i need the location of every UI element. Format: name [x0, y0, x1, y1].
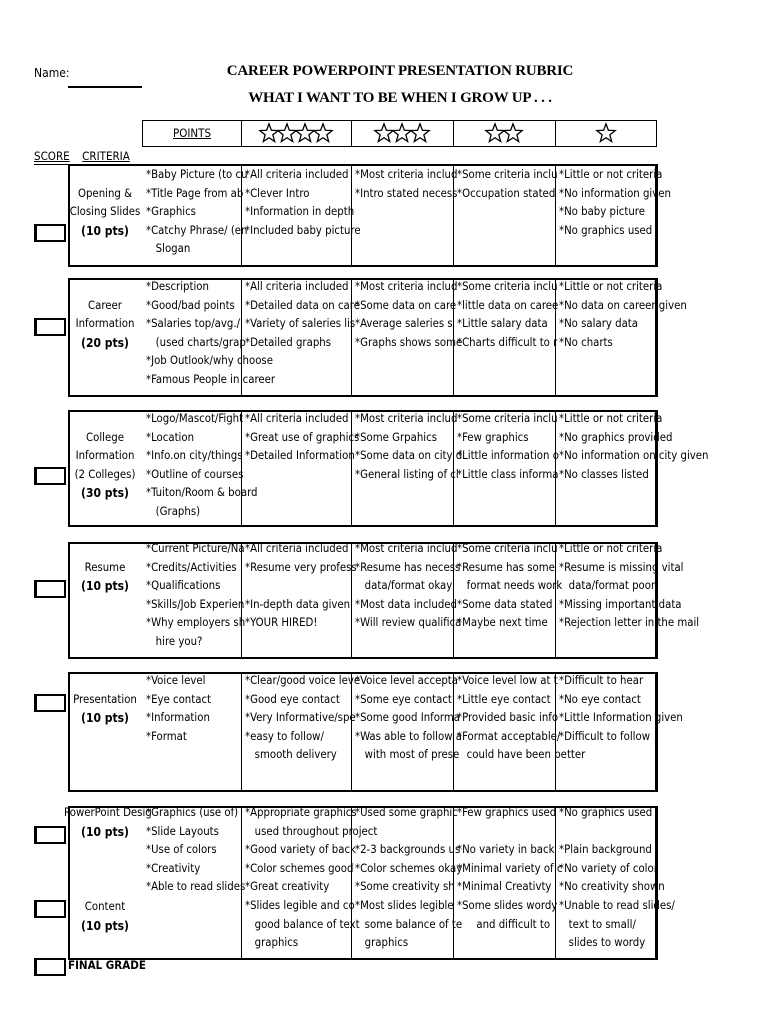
- cell-line: graphics: [355, 936, 409, 950]
- score-box[interactable]: [34, 224, 66, 242]
- cell-line: *Information: [146, 711, 210, 725]
- cell-line: and difficult to: [457, 917, 551, 931]
- grid-hline: [142, 120, 657, 121]
- cell-line: *Graphs shows some: [355, 335, 463, 349]
- three-star-descriptor: [355, 278, 463, 352]
- cell-line: *Maybe next time: [457, 616, 548, 630]
- cell-line: *Some eye contact: [355, 692, 452, 706]
- grid-hline: [68, 790, 657, 792]
- cell-line: *No variety in back: [457, 843, 555, 857]
- grid-vline: [656, 120, 657, 147]
- cell-line: *Eye contact: [146, 692, 212, 706]
- cell-line: *Some criteria inclu: [457, 542, 558, 555]
- cell-line: *Used some graphic: [355, 806, 458, 819]
- cell-line: *Most criteria includ: [355, 412, 458, 425]
- two-star-descriptor: [457, 410, 559, 484]
- cell-line: *2-3 backgrounds us: [355, 843, 461, 857]
- cell-line: *Color schemes okay: [355, 861, 463, 875]
- criteria-name-line: PowerPoint Desig: [64, 806, 152, 819]
- cell-line: *Great creativity: [245, 880, 330, 894]
- cell-line: *Most criteria includ: [355, 280, 458, 293]
- cell-line: *Included baby picture: [245, 223, 361, 237]
- cell-line: *Detailed Information: [245, 449, 355, 463]
- three-star-descriptor: [355, 672, 462, 765]
- cell-line: *No graphics used: [559, 223, 653, 237]
- cell-line: *Difficult to follow: [559, 729, 651, 743]
- criteria-name: [64, 297, 146, 353]
- cell-line: [355, 823, 454, 842]
- criteria-points: (10 pts): [81, 918, 129, 933]
- cell-line: *Most criteria includ: [355, 542, 458, 555]
- criteria-name-line: Content: [84, 900, 126, 913]
- criteria-name: [64, 804, 152, 841]
- three-star-header: [352, 120, 452, 146]
- cell-line: *Format: [146, 729, 187, 743]
- cell-line: *Qualifications: [146, 579, 221, 593]
- star-icon: [312, 122, 334, 144]
- cell-line: *Voice level accepta: [355, 674, 458, 687]
- score-box[interactable]: [34, 580, 66, 598]
- cell-line: *Salaries top/avg./: [146, 317, 241, 331]
- cell-line: *easy to follow/: [245, 729, 324, 743]
- cell-line: *Resume very profess: [245, 560, 357, 574]
- cell-line: *Little or not criteria: [559, 412, 663, 425]
- cell-line: *Graphics (use of): [146, 806, 239, 819]
- cell-line: format needs work: [457, 579, 563, 593]
- two-star-descriptor: [457, 166, 556, 203]
- four-star-descriptor: [245, 672, 361, 765]
- three-star-descriptor: [355, 804, 463, 953]
- criteria-points: (30 pts): [81, 486, 129, 501]
- criteria-points: (10 pts): [81, 711, 129, 726]
- criteria-name: [64, 898, 146, 935]
- criteria-name-line: Presentation: [73, 692, 137, 706]
- cell-line: *Use of colors: [146, 843, 217, 857]
- cell-line: *Outline of courses: [146, 467, 244, 481]
- cell-line: *Rejection letter in the mail: [559, 616, 700, 630]
- criteria-name-line: (2 Colleges): [74, 467, 136, 481]
- points-description: [146, 166, 248, 259]
- cell-line: *Resume has necess: [355, 560, 461, 574]
- four-star-descriptor: [245, 804, 378, 953]
- cell-line: [457, 823, 556, 842]
- name-blank-line[interactable]: [68, 86, 142, 88]
- cell-line: *No eye contact: [559, 692, 641, 706]
- cell-line: *Able to read slides: [146, 880, 246, 894]
- cell-line: *Resume has some: [457, 560, 555, 574]
- criteria-name-line: Information: [75, 317, 135, 331]
- two-star-descriptor: [457, 278, 559, 352]
- cell-line: *Good eye contact: [245, 692, 340, 706]
- cell-line: *Most slides legible: [355, 898, 454, 912]
- cell-line: *Provided basic info: [457, 711, 559, 725]
- cell-line: *Credits/Activities: [146, 560, 237, 574]
- cell-line: [245, 577, 352, 596]
- cell-line: *Minimal Creativty: [457, 880, 552, 894]
- cell-line: *Plain background: [559, 843, 652, 857]
- cell-line: *Detailed data on care: [245, 298, 360, 312]
- final-grade-label: FINAL GRADE: [68, 958, 146, 972]
- cell-line: [559, 823, 699, 842]
- four-star-descriptor: [245, 540, 357, 633]
- grid-hline: [142, 146, 657, 147]
- cell-line: used throughout project: [245, 824, 378, 838]
- cell-line: *Intro stated necess: [355, 186, 458, 200]
- grid-hline: [68, 395, 657, 397]
- cell-line: text to small/: [559, 917, 636, 931]
- cell-line: *Some criteria inclu: [457, 412, 558, 425]
- points-description: [146, 672, 242, 746]
- cell-line: *Slide Layouts: [146, 824, 219, 838]
- star-icon: [502, 122, 524, 144]
- cell-line: *Color schemes good: [245, 861, 354, 875]
- cell-line: *No graphics used: [559, 806, 653, 819]
- cell-line: good balance of text: [245, 917, 360, 931]
- cell-line: *All criteria included: [245, 168, 349, 181]
- grid-vline: [142, 120, 143, 147]
- cell-line: *Most criteria includ: [355, 168, 458, 181]
- cell-line: *Voice level low at t: [457, 674, 558, 687]
- cell-line: *Some data on care: [355, 298, 457, 312]
- criteria-points: (10 pts): [81, 223, 129, 238]
- cell-line: *No data on career given: [559, 298, 687, 312]
- cell-line: *Voice level: [146, 674, 206, 687]
- cell-line: *Detailed graphs: [245, 335, 332, 349]
- grid-hline: [68, 525, 657, 527]
- grid-vline: [453, 120, 454, 147]
- criteria-name-line: College: [86, 430, 124, 444]
- cell-line: *Tuiton/Room & board: [146, 486, 258, 500]
- rubric-subtitle: WHAT I WANT TO BE WHEN I GROW UP . . .: [248, 90, 552, 106]
- cell-line: *Description: [146, 280, 209, 293]
- three-star-descriptor: [355, 166, 458, 203]
- one-star-descriptor: [559, 166, 699, 240]
- four-star-descriptor: [245, 166, 361, 240]
- cell-line: with most of prese: [355, 748, 460, 762]
- cell-line: *Graphics: [146, 205, 196, 219]
- cell-line: *No variety of color: [559, 861, 658, 875]
- four-star-header: [242, 120, 350, 146]
- cell-line: *All criteria included: [245, 412, 349, 425]
- cell-line: *Clever Intro: [245, 186, 310, 200]
- grid-hline: [68, 657, 657, 659]
- cell-line: *Information in depth: [245, 205, 355, 219]
- cell-line: *Some creativity sh: [355, 880, 455, 894]
- grid-vline: [555, 120, 556, 147]
- cell-line: *Good/bad points: [146, 298, 235, 312]
- cell-line: *Average saleries s: [355, 317, 453, 331]
- cell-line: *No graphics provided: [559, 430, 673, 444]
- cell-line: *Most data included: [355, 597, 457, 611]
- criteria-points: (20 pts): [81, 335, 129, 350]
- cell-line: *Catchy Phrase/ (en: [146, 223, 248, 237]
- cell-line: *Format acceptable/: [457, 729, 561, 743]
- cell-line: *Little or not criteria: [559, 542, 663, 555]
- cell-line: *YOUR HIRED!: [245, 616, 318, 630]
- cell-line: (Graphs): [146, 504, 201, 518]
- points-description: [146, 278, 276, 390]
- cell-line: *Unable to read slides/: [559, 898, 675, 912]
- star-icon: [595, 122, 617, 144]
- criteria-name-line: Resume: [84, 560, 126, 574]
- score-box[interactable]: [34, 826, 66, 844]
- cell-line: *Appropriate graphics: [245, 806, 357, 819]
- cell-line: *Was able to follow a: [355, 729, 462, 743]
- cell-line: *Missing important data: [559, 597, 682, 611]
- cell-line: *All criteria included: [245, 280, 349, 293]
- cell-line: *Occupation stated: [457, 186, 556, 200]
- three-star-descriptor: [355, 410, 463, 484]
- cell-line: smooth delivery: [245, 748, 337, 762]
- two-star-descriptor: [457, 672, 586, 765]
- cell-line: *General listing of cl: [355, 467, 459, 481]
- cell-line: slides to wordy: [559, 936, 646, 950]
- criteria-name-line: Opening &: [77, 186, 133, 200]
- rubric-title: CAREER POWERPOINT PRESENTATION RUBRIC: [226, 63, 574, 79]
- three-star-descriptor: [355, 540, 462, 633]
- four-star-descriptor: [245, 278, 360, 352]
- cell-line: *No salary data: [559, 317, 639, 331]
- cell-line: *Why employers sh: [146, 616, 246, 630]
- cell-line: *Difficult to hear: [559, 674, 644, 687]
- star-icon: [409, 122, 431, 144]
- one-star-header: [556, 120, 656, 146]
- score-box[interactable]: [34, 694, 66, 712]
- criteria-name-line: Information: [75, 449, 135, 463]
- points-description: [146, 540, 246, 652]
- cell-line: *Clear/good voice leve: [245, 674, 361, 687]
- cell-line: Slogan: [146, 242, 191, 256]
- two-star-header: [454, 120, 554, 146]
- cell-line: *Info.on city/things: [146, 449, 243, 463]
- cell-line: *Good variety of back: [245, 843, 356, 857]
- cell-line: *Current Picture/Na: [146, 542, 245, 555]
- cell-line: *Charts difficult to r: [457, 335, 558, 349]
- final-grade-box[interactable]: [34, 958, 66, 976]
- cell-line: *Logo/Mascot/Fight: [146, 412, 244, 425]
- cell-line: *Some data stated: [457, 597, 553, 611]
- cell-line: *Will review qualifica: [355, 616, 462, 630]
- cell-line: *No creativity shown: [559, 880, 665, 894]
- cell-line: *Some data on city d: [355, 449, 463, 463]
- criteria-name: [64, 185, 146, 241]
- points-description: [146, 410, 258, 522]
- cell-line: *Few graphics: [457, 430, 529, 444]
- cell-line: *Little class informa: [457, 467, 559, 481]
- cell-line: graphics: [245, 936, 299, 950]
- one-star-descriptor: [559, 278, 699, 352]
- cell-line: *Baby Picture (to cu: [146, 168, 248, 181]
- cell-line: *Little salary data: [457, 317, 548, 331]
- score-box[interactable]: [34, 900, 66, 918]
- cell-line: *Minimal variety of c: [457, 861, 563, 875]
- cell-line: *No information on city given: [559, 449, 709, 463]
- cell-line: data/format okay: [355, 579, 453, 593]
- cell-line: *No charts: [559, 335, 613, 349]
- two-star-descriptor: [457, 540, 563, 633]
- cell-line: *Skills/Job Experien: [146, 597, 245, 611]
- cell-line: *Little eye contact: [457, 692, 551, 706]
- criteria-points: (10 pts): [81, 824, 129, 839]
- cell-line: *Some slides wordy: [457, 898, 558, 912]
- one-star-descriptor: [559, 804, 699, 953]
- cell-line: *Little or not criteria: [559, 168, 663, 181]
- criteria-points: (10 pts): [81, 579, 129, 594]
- cell-line: *Little information o: [457, 449, 559, 463]
- cell-line: *Creativity: [146, 861, 201, 875]
- cell-line: *Famous People in career: [146, 372, 276, 386]
- cell-line: *Few graphics used: [457, 806, 557, 819]
- cell-line: hire you?: [146, 634, 203, 648]
- cell-line: *Very Informative/spe: [245, 711, 356, 725]
- one-star-descriptor: [559, 410, 709, 484]
- cell-line: data/format poor: [559, 579, 656, 593]
- cell-line: *Some criteria inclu: [457, 168, 558, 181]
- cell-line: *In-depth data given: [245, 597, 351, 611]
- cell-line: *Great use of graphics: [245, 430, 360, 444]
- score-box[interactable]: [34, 467, 66, 485]
- criteria-name: [64, 691, 146, 728]
- name-label: Name:: [34, 66, 70, 80]
- cell-line: *Variety of saleries lis: [245, 317, 356, 331]
- two-star-descriptor: [457, 804, 563, 934]
- one-star-descriptor: [559, 540, 699, 633]
- cell-line: some balance of te: [355, 917, 463, 931]
- cell-line: (used charts/grap: [146, 335, 246, 349]
- grid-hline: [68, 265, 657, 267]
- cell-line: *No information given: [559, 186, 671, 200]
- criteria-name: [64, 429, 146, 503]
- cell-line: could have been better: [457, 748, 586, 762]
- criteria-name-line: Career: [88, 298, 122, 312]
- cell-line: *Location: [146, 430, 195, 444]
- cell-line: *Some Grpahics: [355, 430, 438, 444]
- cell-line: *Some good Informa: [355, 711, 461, 725]
- cell-line: *Slides legible and co: [245, 898, 355, 912]
- cell-line: *Some criteria inclu: [457, 280, 558, 293]
- cell-line: *little data on caree: [457, 298, 559, 312]
- one-star-descriptor: [559, 672, 699, 746]
- points-column-header: POINTS: [172, 126, 212, 140]
- criteria-name: [64, 559, 146, 596]
- cell-line: *No classes listed: [559, 467, 649, 481]
- score-box[interactable]: [34, 318, 66, 336]
- cell-line: *All criteria included: [245, 542, 349, 555]
- cell-line: *Job Outlook/why choose: [146, 354, 273, 368]
- four-star-descriptor: [245, 410, 360, 466]
- cell-line: *Little Information given: [559, 711, 683, 725]
- criteria-name-line: Closing Slides: [69, 205, 141, 219]
- grid-vline: [241, 120, 242, 147]
- cell-line: *Little or not criteria: [559, 280, 663, 293]
- cell-line: *Resume is missing vital: [559, 560, 684, 574]
- criteria-column-header: CRITERIA: [82, 149, 130, 163]
- grid-hline: [68, 958, 657, 960]
- grid-vline: [351, 120, 352, 147]
- points-description: [146, 804, 246, 897]
- cell-line: *No baby picture: [559, 205, 645, 219]
- cell-line: *Title Page from ab: [146, 186, 244, 200]
- score-column-header: SCORE: [34, 149, 70, 163]
